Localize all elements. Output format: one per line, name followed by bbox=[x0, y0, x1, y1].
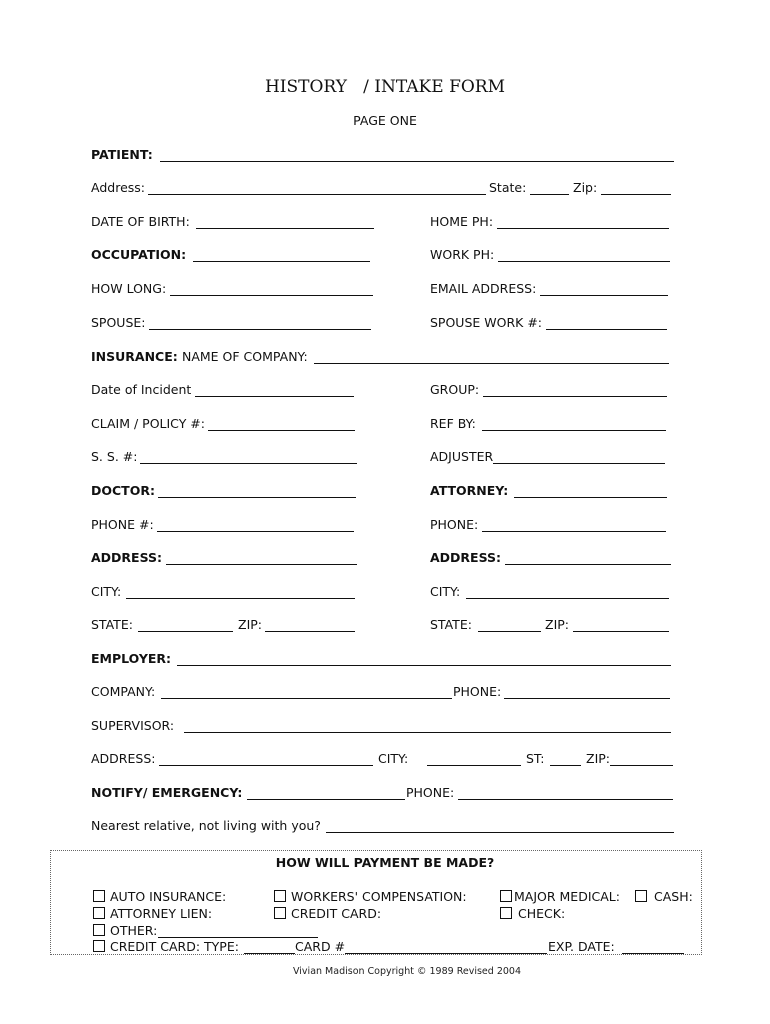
work-phone-label: WORK PH: bbox=[430, 247, 495, 262]
supervisor-field[interactable] bbox=[184, 732, 671, 733]
how-long-label: HOW LONG: bbox=[91, 281, 167, 296]
other-label: OTHER: bbox=[110, 923, 158, 938]
state-field[interactable] bbox=[530, 194, 569, 195]
adjuster-field[interactable] bbox=[493, 463, 665, 464]
attorney-address-field[interactable] bbox=[505, 564, 671, 565]
major-medical-checkbox[interactable] bbox=[500, 890, 512, 902]
dob-field[interactable] bbox=[196, 228, 374, 229]
exp-date-field[interactable] bbox=[622, 953, 684, 954]
credit-card-type-checkbox[interactable] bbox=[93, 940, 105, 952]
attorney-phone-field[interactable] bbox=[482, 531, 666, 532]
occupation-field[interactable] bbox=[193, 261, 370, 262]
employer-zip-field[interactable] bbox=[610, 765, 673, 766]
company-name-label: NAME OF COMPANY: bbox=[182, 349, 308, 364]
how-long-field[interactable] bbox=[170, 295, 373, 296]
auto-insurance-checkbox[interactable] bbox=[93, 890, 105, 902]
attorney-lien-checkbox[interactable] bbox=[93, 907, 105, 919]
credit-card-type-label: CREDIT CARD: TYPE: bbox=[110, 939, 239, 954]
employer-field[interactable] bbox=[177, 665, 671, 666]
date-of-incident-label: Date of Incident bbox=[91, 382, 192, 397]
copyright-footer: Vivian Madison Copyright © 1989 Revised 2004 bbox=[293, 966, 521, 977]
credit-card-checkbox[interactable] bbox=[274, 907, 286, 919]
insurance-label: INSURANCE: bbox=[91, 349, 178, 364]
cash-label: CASH: bbox=[654, 889, 693, 904]
nearest-relative-label: Nearest relative, not living with you? bbox=[91, 818, 321, 833]
card-number-field[interactable] bbox=[345, 953, 547, 954]
employer-city-label: CITY: bbox=[378, 751, 409, 766]
home-phone-label: HOME PH: bbox=[430, 214, 494, 229]
dob-label: DATE OF BIRTH: bbox=[91, 214, 190, 229]
attorney-phone-label: PHONE: bbox=[430, 517, 479, 532]
claim-policy-label: CLAIM / POLICY #: bbox=[91, 416, 205, 431]
spouse-label: SPOUSE: bbox=[91, 315, 146, 330]
attorney-zip-field[interactable] bbox=[573, 631, 669, 632]
nearest-relative-field[interactable] bbox=[326, 832, 674, 833]
card-number-label: CARD # bbox=[295, 939, 346, 954]
email-label: EMAIL ADDRESS: bbox=[430, 281, 537, 296]
state-label: State: bbox=[489, 180, 527, 195]
employer-address-field[interactable] bbox=[159, 765, 373, 766]
attorney-label: ATTORNEY: bbox=[430, 483, 509, 498]
ref-by-label: REF BY: bbox=[430, 416, 476, 431]
doctor-state-label: STATE: bbox=[91, 617, 133, 632]
attorney-state-field[interactable] bbox=[478, 631, 541, 632]
attorney-city-label: CITY: bbox=[430, 584, 461, 599]
major-medical-label: MAJOR MEDICAL: bbox=[514, 889, 620, 904]
zip-label: Zip: bbox=[573, 180, 598, 195]
ss-field[interactable] bbox=[140, 463, 357, 464]
zip-field[interactable] bbox=[601, 194, 671, 195]
claim-policy-field[interactable] bbox=[208, 430, 355, 431]
attorney-city-field[interactable] bbox=[466, 598, 669, 599]
ref-by-field[interactable] bbox=[482, 430, 666, 431]
ss-label: S. S. #: bbox=[91, 449, 138, 464]
notify-emergency-label: NOTIFY/ EMERGENCY: bbox=[91, 785, 243, 800]
doctor-city-field[interactable] bbox=[126, 598, 355, 599]
attorney-state-label: STATE: bbox=[430, 617, 472, 632]
email-field[interactable] bbox=[540, 295, 668, 296]
employer-address-label: ADDRESS: bbox=[91, 751, 156, 766]
form-title: HISTORY / INTAKE FORM bbox=[264, 77, 506, 97]
group-label: GROUP: bbox=[430, 382, 480, 397]
address-field[interactable] bbox=[148, 194, 486, 195]
doctor-address-field[interactable] bbox=[166, 564, 357, 565]
doctor-city-label: CITY: bbox=[91, 584, 122, 599]
doctor-state-field[interactable] bbox=[138, 631, 233, 632]
notify-emergency-field[interactable] bbox=[247, 799, 405, 800]
doctor-zip-label: ZIP: bbox=[238, 617, 262, 632]
check-checkbox[interactable] bbox=[500, 907, 512, 919]
doctor-address-label: ADDRESS: bbox=[91, 550, 163, 565]
employer-label: EMPLOYER: bbox=[91, 651, 172, 666]
credit-card-label: CREDIT CARD: bbox=[291, 906, 382, 921]
adjuster-label: ADJUSTER bbox=[430, 449, 494, 464]
company-phone-field[interactable] bbox=[504, 698, 670, 699]
patient-field[interactable] bbox=[160, 161, 674, 162]
attorney-zip-label: ZIP: bbox=[545, 617, 569, 632]
employer-city-field[interactable] bbox=[427, 765, 521, 766]
occupation-label: OCCUPATION: bbox=[91, 247, 187, 262]
check-label: CHECK: bbox=[518, 906, 566, 921]
exp-date-label: EXP. DATE: bbox=[548, 939, 615, 954]
supervisor-label: SUPERVISOR: bbox=[91, 718, 175, 733]
other-field[interactable] bbox=[158, 937, 318, 938]
workers-comp-label: WORKERS' COMPENSATION: bbox=[291, 889, 467, 904]
company-phone-label: PHONE: bbox=[453, 684, 502, 699]
group-field[interactable] bbox=[483, 396, 667, 397]
company-label: COMPANY: bbox=[91, 684, 156, 699]
spouse-work-field[interactable] bbox=[546, 329, 667, 330]
employer-st-label: ST: bbox=[526, 751, 545, 766]
workers-comp-checkbox[interactable] bbox=[274, 890, 286, 902]
employer-st-field[interactable] bbox=[550, 765, 581, 766]
doctor-zip-field[interactable] bbox=[265, 631, 355, 632]
insurance-company-field[interactable] bbox=[314, 363, 669, 364]
employer-zip-label: ZIP: bbox=[586, 751, 610, 766]
attorney-field[interactable] bbox=[514, 497, 667, 498]
home-phone-field[interactable] bbox=[497, 228, 669, 229]
spouse-field[interactable] bbox=[149, 329, 371, 330]
attorney-address-label: ADDRESS: bbox=[430, 550, 502, 565]
doctor-phone-label: PHONE #: bbox=[91, 517, 154, 532]
payment-heading: HOW WILL PAYMENT BE MADE? bbox=[275, 855, 495, 870]
patient-label: PATIENT: bbox=[91, 147, 153, 162]
doctor-field[interactable] bbox=[158, 497, 356, 498]
emergency-phone-label: PHONE: bbox=[406, 785, 455, 800]
date-of-incident-field[interactable] bbox=[195, 396, 354, 397]
page-subtitle: PAGE ONE bbox=[353, 113, 417, 128]
doctor-label: DOCTOR: bbox=[91, 483, 155, 498]
auto-insurance-label: AUTO INSURANCE: bbox=[110, 889, 227, 904]
company-field[interactable] bbox=[161, 698, 452, 699]
credit-card-type-field[interactable] bbox=[244, 953, 295, 954]
other-checkbox[interactable] bbox=[93, 924, 105, 936]
attorney-lien-label: ATTORNEY LIEN: bbox=[110, 906, 213, 921]
emergency-phone-field[interactable] bbox=[458, 799, 673, 800]
work-phone-field[interactable] bbox=[498, 261, 670, 262]
spouse-work-label: SPOUSE WORK #: bbox=[430, 315, 543, 330]
cash-checkbox[interactable] bbox=[635, 890, 647, 902]
doctor-phone-field[interactable] bbox=[157, 531, 354, 532]
address-label: Address: bbox=[91, 180, 145, 195]
